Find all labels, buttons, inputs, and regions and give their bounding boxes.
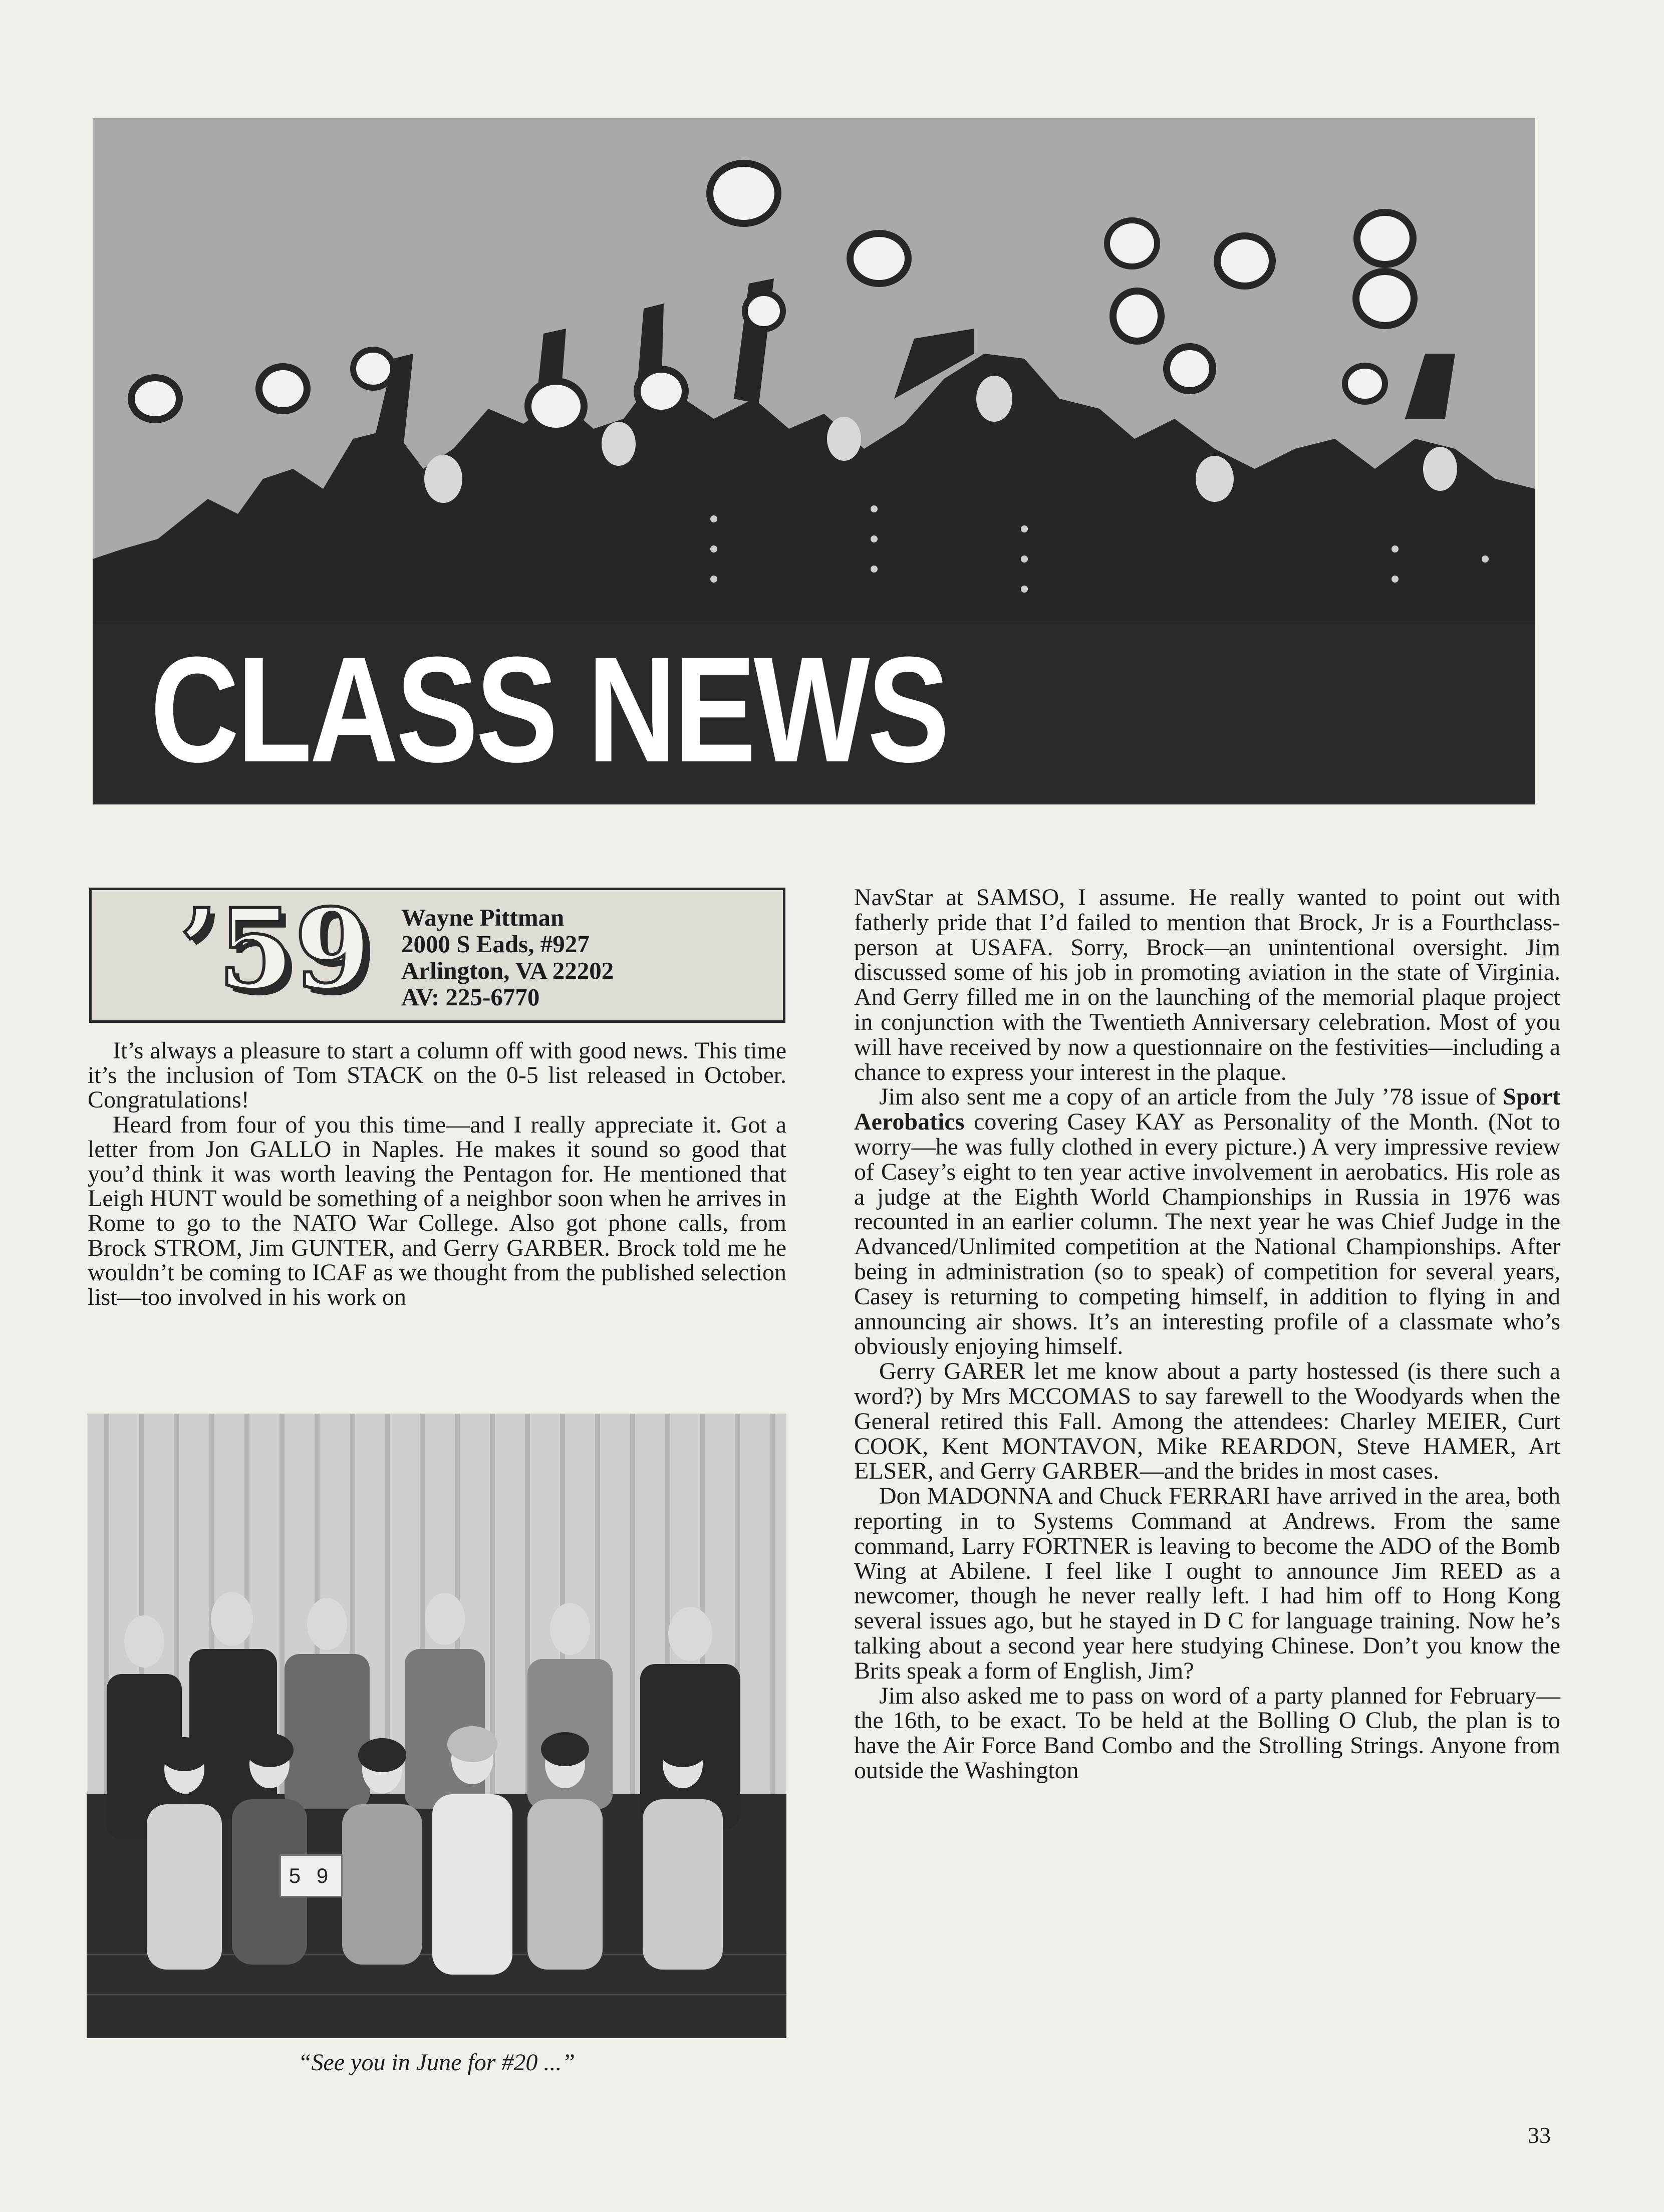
paragraph-text: covering Casey KAY as Personality of the Month. (Not to worry—he was fully clothed in every picture.) A very impressive review of Casey’s eight to ten year active involvement in aerobatics. His role as a judge at the Eighth World Championships in Russia in 1976 was recounted in an earlier column. The next year he was Chief Judge in the Advanced/Unlimited competition at the National Championships. After being in administration (so to speak) of competition for several years, Casey is returning to competing himself, in addition to flying in and announcing air shows. It’s an interesting profile of a classmate who’s obviously enjoying himself. bbox=[854, 1109, 1560, 1360]
paragraph: Jim also asked me to pass on word of a party planned for February—the 16th, to be exact. To be held at the Bolling O Club, the plan is to have the Air Force Band Combo and the Strolling Strings. Anyone from outside the Washington bbox=[854, 1682, 1560, 1784]
publication-title: Sport Aerobatics bbox=[854, 1083, 1560, 1136]
scribe-address bbox=[401, 904, 614, 1010]
address-street: 2000 S Eads, #927 bbox=[401, 930, 590, 958]
class-year: ’59 bbox=[179, 884, 371, 1014]
photo-caption: “See you in June for #20 ...” bbox=[298, 2049, 576, 2076]
address-city: Arlington, VA 22202 bbox=[401, 957, 614, 984]
paragraph-text: Jim also sent me a copy of an article from the July ’78 issue of bbox=[879, 1083, 1503, 1111]
scribe-name: Wayne Pittman bbox=[401, 904, 565, 931]
group-photo bbox=[87, 1414, 786, 2038]
banner-title: CLASS NEWS bbox=[150, 625, 947, 793]
paragraph: Gerry GARER let me know about a party hostessed (is there such a word?) by Mrs MCCOMAS to say farewell to the Woodyards when the General retired this Fall. Among the attendees: Charley MEIER, Curt COOK, Kent MONTAVON, Mike REARDON, Steve HAMER, Art ELSER, and Gerry GARBER—and the brides in most cases. bbox=[854, 1358, 1560, 1485]
page-number: 33 bbox=[1528, 2122, 1551, 2148]
class-news-banner bbox=[93, 118, 1535, 804]
class-reunion-group-illustration bbox=[87, 1414, 786, 2038]
right-column bbox=[854, 885, 1560, 1783]
paragraph: NavStar at SAMSO, I assume. He really wanted to point out with fatherly pride that I’d failed to mention that Brock, Jr is a Fourthclass-person at USAFA. Sorry, Brock—an unintentional oversight. Jim discussed some of his job in promoting aviation in the state of Virginia. And Gerry filled me in on the launching of the memorial plaque project in conjunction with the Twentieth Anniversary celebration. Most of you will have received by now a questionnaire on the festivities—including a chance to express your interest in the plaque. bbox=[854, 884, 1560, 1085]
class-number-sign: 5 9 bbox=[280, 1854, 343, 1897]
left-column bbox=[88, 1038, 786, 1309]
paragraph: It’s always a pleasure to start a column off with good news. This time it’s the inclusion of Tom STACK on the 0-5 list released in October. Congratulations! bbox=[88, 1037, 786, 1114]
paragraph: Heard from four of you this time—and I really appreciate it. Got a letter from Jon GALLO in Naples. He makes it sound so good that you’d think it was worth leaving the Pentagon for. He mentioned that Leigh HUNT would be something of a neighbor soon when he arrives in Rome to go to the NATO War College. Also got phone calls, from Brock STROM, Jim GUNTER, and Gerry GARBER. Brock told me he wouldn’t be coming to ICAF as we thought from the published selection list—too involved in his work on bbox=[88, 1111, 786, 1311]
paragraph bbox=[854, 1084, 1560, 1359]
class-header-box bbox=[89, 884, 785, 1023]
address-phone: AV: 225-6770 bbox=[401, 983, 540, 1011]
paragraph: Don MADONNA and Chuck FERRARI have arrived in the area, both reporting in to Systems Command at Andrews. From the same command, Larry FORTNER is leaving to become the ADO of the Bomb Wing at Abilene. I feel like I ought to announce Jim REED as a newcomer, though he never really left. I had him off to Hong Kong several issues ago, but he stayed in D C for language training. Now he’s talking about a second year here studying Chinese. Don’t you know the Brits speak a form of English, Jim? bbox=[854, 1483, 1560, 1684]
